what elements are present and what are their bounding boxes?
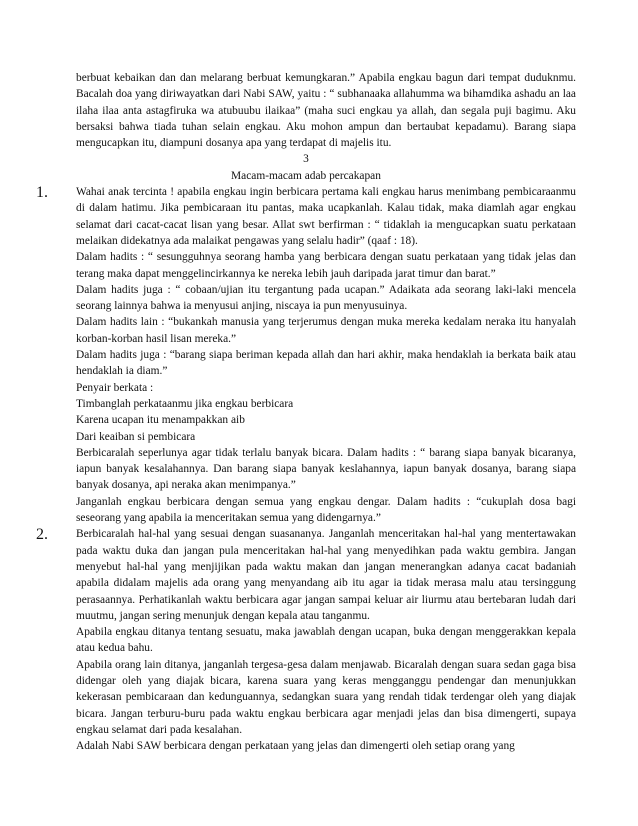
intro-block <box>36 70 576 151</box>
list-item-2 <box>36 526 576 754</box>
paragraph: Adalah Nabi SAW berbicara dengan perkataan yang jelas dan dimengerti oleh setiap orang yang <box>76 740 515 753</box>
paragraph: Dalam hadits lain : “bukankah manusia yang terjerumus dengan muka mereka kedalam neraka itu hanyalah korban-korban hasil lisan mereka.” <box>76 316 576 345</box>
list-item-number: 1. <box>36 184 48 202</box>
list-item-1 <box>36 184 576 526</box>
poem-line: Timbanglah perkataanmu jika engkau berbicara <box>76 397 294 410</box>
intro-paragraph: berbuat kebaikan dan dan melarang berbuat kemungkaran.” Apabila engkau bagun dari tempat duduknmu. Bacalah doa yang diriwayatkan dari Nabi SAW, yaitu : “ subhanaaka allahumma wa bihamdika ashadu an laa ilaha ilaa anta astagfiruka wa atubuubu ilaikaa” (maha suci engkau ya allah, dan segala puji bagimu. Aku bersaksi bahwa tiada tuhan selain engkau. Aku mohon ampun dan bertaubat kepadamu). Barang siapa mengucapkan itu, diampuni dosanya apa yang terdapat di majelis itu. <box>76 72 576 150</box>
section-number: 3 <box>303 153 309 166</box>
paragraph: Berbicaralah seperlunya agar tidak terlalu banyak bicara. Dalam hadits : “ barang siapa banyak bicaranya, iapun banyak kesalahannya. Dan barang siapa banyak keslahannya, iapun banyak dosanya, barang siapa banyak dosanya, api neraka akan menimpanya.” <box>76 446 576 492</box>
paragraph: Dalam hadits : “ sesungguhnya seorang hamba yang berbicara dengan suatu perkataan yang tidak jelas dan terang maka dapat menggelincirkannya ke nereka lebih jauh daripada jarat timur dan barat.” <box>76 251 576 280</box>
poem-intro: Penyair berkata : <box>76 381 154 394</box>
section-title: Macam-macam adab percakapan <box>231 169 381 182</box>
paragraph: Wahai anak tercinta ! apabila engkau ingin berbicara pertama kali engkau harus menimbang pembicaraanmu di dalam hatimu. Jika pembicaraan itu pantas, maka ucapkanlah. Kalau tidak, maka diamlah agar engkau selamat dari cacat-cacat lisan yang besar. Allat swt berfirman : “ tidaklah ia mengucapkan suatu perkataan melaikan didekatnya ada malaikat pengawas yang selalu hadir” (qaaf : 18). <box>76 186 576 247</box>
poem-line: Dari keaiban si pembicara <box>76 430 196 443</box>
paragraph: Dalam hadits juga : “barang siapa beriman kepada allah dan hari akhir, maka hendaklah ia berkata baik atau hendaklah ia diam.” <box>76 349 576 378</box>
paragraph: Dalam hadits juga : “ cobaan/ujian itu tergantung pada ucapan.” Adaikata ada seorang laki-laki mencela seorang lainnya bahwa ia menyusui anjing, niscaya ia pun menyusuinya. <box>76 283 576 313</box>
list-item-number: 2. <box>36 526 48 544</box>
paragraph: Berbicaralah hal-hal yang sesuai dengan suasananya. Janganlah menceritakan hal-hal yang mentertawakan pada waktu duka dan jangan pula menceritakan hal-hal yang menyedihkan pada waktu gembira. Jangan menyebut hal-hal yang menjijikan pada waktu makan dan jangan menerangkan adanya cacat badaniah apabila didalam majelis ada orang yang menyandang aib itu agar ia tidak merasa malu atau tersinggung perasaannya. Perhatikanlah waktu berbicara agar jangan sampai keluar air liurmu atau bertebaran ludah dari muutmu, jangan sering menunjuk dengan kepala atau tanganmu. <box>76 528 576 622</box>
poem-line: Karena ucapan itu menampakkan aib <box>76 414 245 427</box>
paragraph: Apabila engkau ditanya tentang sesuatu, maka jawablah dengan ucapan, buka dengan menggerakkan kepala atau kedua bahu. <box>76 626 576 655</box>
paragraph: Apabila orang lain ditanya, janganlah tergesa-gesa dalam menjawab. Bicaralah dengan suara sedan gaga bisa didengar oleh yang diajak bicara, karena suara yang keras mengganggu pendengar dan menunjukkan kekerasan pembicaraan dan kedunguannya, sedangkan suara yang rendah tidak terdengar oleh yang diajak bicara. Jangan terburu-buru pada waktu engkau berbicara agar menjadi jelas dan bisa dimengerti, supaya engkau selamat dari pada kesalahan. <box>76 658 576 736</box>
paragraph: Janganlah engkau berbicara dengan semua yang engkau dengar. Dalam hadits : “cukuplah dosa bagi seseorang yang apabila ia menceritakan semua yang didengarnya.” <box>76 495 576 525</box>
